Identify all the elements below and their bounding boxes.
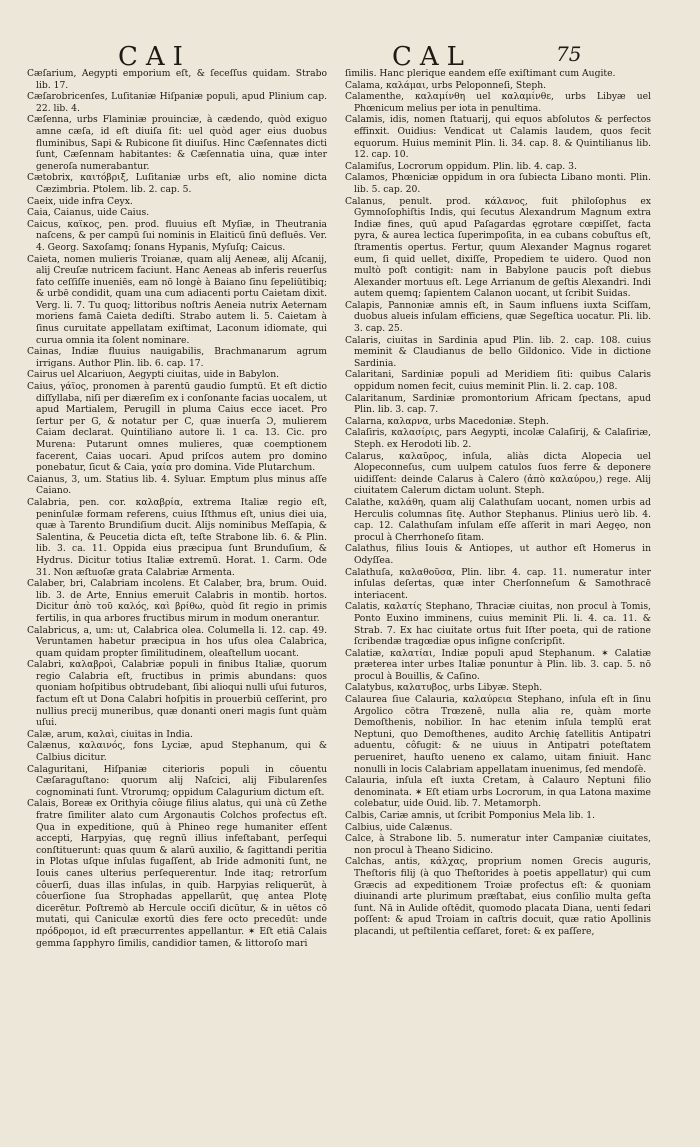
dictionary-entry: Caeix, uide infra Ceyx.: [27, 195, 133, 207]
dictionary-entry: Calatis, καλατίς Stephano, Thraciæ ciuitas, non procul à Tomis, Ponto Euxino imminens, cuius meminit Pli. li. 4. ca. 11. & Strab. 7. Ex hac ciuitate ortus fuit Iſter poeta, qui de ratione ſcribendæ tragœdiæ opus inſigne conſcripſit.: [345, 601, 651, 648]
running-head-right: CAL: [392, 42, 472, 72]
page-number: 75: [556, 42, 582, 66]
dictionary-entry: Calabria, pen. cor. καλαβρία, extrema Italiæ regio eſt, peninſulæ formam referens, cuius Iſthmus eſt, unius diei uia, quæ à Tarento Brundiſium ducit. Alijs nominibus Meſſapia, & Salentina, & Peucetia dicta eſt, teſte Strabone lib. 6. & Plin. lib. 3. ca. 11. Oppida eius præcipua ſunt Brunduſium, & Hydrus. Dicitur totius Italiæ extremū. Horat. 1. Carm. Ode 31. Non æſtuoſæ grata Calabriæ Armenta.: [27, 496, 327, 578]
dictionary-entry: Cæſarobricenſes, Luſitaniæ Hiſpaniæ populi, apud Plinium cap. 22. lib. 4.: [27, 91, 327, 114]
dictionary-entry: Calaſiris, καλασίρις, pars Aegypti, incolæ Calaſirij, & Calaſiriæ, Steph. ex Herodoti lib. 2.: [345, 427, 651, 450]
dictionary-entry: Calaritanum, Sardiniæ promontorium Africam ſpectans, apud Plin. lib. 3. cap. 7.: [345, 392, 651, 416]
dictionary-entry: Calaris, ciuitas in Sardinia apud Plin. lib. 2. cap. 108. cuius meminit & Claudianus de bello Gildonico. Vide in dictione Sardinia.: [345, 334, 651, 369]
dictionary-entry: Calathus, filius Iouis & Antiopes, ut author eſt Homerus in Odyſſea.: [345, 543, 651, 566]
dictionary-entry: Calamos, Phœniciæ oppidum in ora ſubiecta Libano monti. Plin. lib. 5. cap. 20.: [345, 172, 651, 195]
dictionary-entry: Calarus, καλαῦρος, inſula, aliàs dicta Alopecia uel Alopeconneſus, cum uulpem catulos ſuos ferre & deponere uidiſſent: deinde Calarus à Calero (ἀπὸ καλαύρου,) rege. Alij ciuitatem Calerum dictam uolunt. Steph.: [345, 450, 651, 497]
dictionary-entry: Calarna, καλαρνα, urbs Macedoniæ. Steph.: [345, 415, 549, 427]
dictionary-entry: ſimilis. Hanc plerique eandem eſſe exiſtimant cum Augite.: [345, 68, 616, 79]
left-column: [27, 68, 327, 949]
dictionary-entry: Calamenthe, καλαμίνθη uel καλαμίνθε, urbs Libyæ uel Phœnicum melius per iota in penultima.: [345, 91, 651, 114]
dictionary-entry: Cætobrix, καιτόβριξ, Luſitaniæ urbs eſt, alio nomine dicta Cæzimbria. Ptolem. lib. 2. cap. 5.: [27, 172, 327, 195]
dictionary-entry: Calbius, uide Calænus.: [345, 821, 453, 833]
dictionary-entry: Calathe, καλάθη, quam alij Calathuſam uocant, nomen urbis ad Herculis columnas ſitę. Author Stephanus. Plinius uerò lib. 4. cap. 12. Calathuſam inſulam eſſe aſſerit in mari Aegęo, non procul à Cherrhoneſo ſitam.: [345, 496, 651, 543]
dictionary-entry: Calatiæ, καλατίαι, Indiæ populi apud Stephanum. ✶ Calatiæ præterea inter urbes Italiæ ponuntur à Plin. lib. 3. cap. 5. nō procul à Bouillis, & Caſino.: [345, 647, 651, 682]
dictionary-entry: Calapis, Pannoniæ amnis eſt, in Saum influens iuxta Sciſſam, duobus alueis inſulam efficiens, quæ Segeſtica uocatur. Pli. lib. 3. cap. 25.: [345, 299, 651, 335]
dictionary-entry: Calabricus, a, um: ut, Calabrica olea. Columella li. 12. cap. 49. Veruntamen habetur præcipua in hos uſus olea Calabrica, quam quidam propter ſimilitudinem, oleaſtellum uocant.: [27, 624, 327, 659]
dictionary-entry: Cainas, Indiæ fluuius nauigabilis, Brachmanarum agrum irrigans. Author Plin. lib. 6. cap. 17.: [27, 346, 327, 369]
dictionary-entry: Cæſenna, urbs Flaminiæ prouinciæ, à cædendo, quòd exiguo amne cæſa, id eſt diuiſa ſit: uel quòd ager eius duobus fluminibus, Sapi & Rubicone ſit diuiſus. Hinc Cæſennates dicti ſunt, Cæſennam habitantes: & Cæſennatia uina, quæ inter generoſa numerabantur.: [27, 114, 327, 172]
dictionary-entry: Caieta, nomen mulieris Troianæ, quam alij Aeneæ, alij Aſcanij, alij Creuſæ nutricem faciunt. Hanc Aeneas ab inferis reuerſus fato ceſſiſſe inueniēs, eam nō longè à Baiano ſinu ſepeliūtibiq; & urbē condidit, quam una cum adiacenti portu Caietam dixit. Verg. li. 7. Tu quoq; littoribus noſtris Aeneia nutrix Aeternam moriens famā Caieta dediſti. Strabo autem li. 5. Caietam à ſinus curuitate appellatam exiſtimat, Laconum idiomate, qui curua omnia ita ſolent nominare.: [27, 253, 327, 346]
dictionary-entry: Calaurea ſiue Calauria, καλαύρεια Stephano, inſula eſt in ſinu Argolico cōtra Trœzenē, nulla alia re, quàm morte Demoſthenis, nobilior. In hac etenim inſula templū erat Neptuni, quo Demoſthenes, audito Archię ſatellitis Antipatri aduentu, côfugit: & ne uiuus in Antipatri poteſtatem perueniret, hauſto ueneno ex calamo, uitam finiuit. Hanc nonulli in locis Calabriam appellatam inuenimus, ſed mendoſè.: [345, 694, 651, 775]
dictionary-entry: Calchas, antis, κάλχας, proprium nomen Grecis auguris, Theſtoris filij (à quo Theſtorides à poetis appellatur) qui cum Græcis ad expeditionem Troiæ profectus eſt: & quoniam diuinandi arte plurimum præſtabat, eius conſilio multa geſta ſunt. Nā in Aulide oſtēdit, quomodo placata Diana, uenti ſedari poſſent: & apud Troiam in caſtris docuit, quæ ratio Apollinis placandi, ut peſtilentia ceſſaret, foret: & ex paſſere,: [345, 856, 651, 937]
dictionary-entry: Calamiſus, Locrorum oppidum. Plin. lib. 4. cap. 3.: [345, 160, 577, 172]
right-column: [345, 68, 651, 938]
dictionary-entry: Caius, γάϊος, pronomen à parentū gaudio ſumptū. Et eſt dictio diſſyllaba, niſi per diæreſim ex i conſonante facias uocalem, ut apud Martialem, Perugill in pluma Caius ecce iacet. Pro ſertur per G, & notatur per C, quæ inuerſa Ɔ, mulierem Caiam declarat. Quintiliano autore li. 1 ca. 13. Cic. pro Murena: Putarunt omnes mulieres, quæ coemptionem facerent, Caias uocari. Apud priſcos autem pro domino ponebatur, ſicut & Caia, γαία pro domina. Vide Plutarchum.: [27, 381, 327, 474]
dictionary-entry: Calanus, penult. prod. κάλανος, fuit philoſophus ex Gymnoſophiſtis Indis, qui ſecutus Alexandrum Magnum extra Indiæ fines, quū apud Paſagardas ęgrotare cœpiſſet, facta pyra, & aurea lectica ſuperimpoſita, in ea cubans cobuſtus eſt, ſtramentis opertus. Fertur, quum Alexander Magnus rogaret eum, ſi quid uellet, dixiſſe, Propediem te uidero. Quod non multò poſt contigit: nam in Babylone paucis poſt diebus Alexander mortuus eſt. Lege Arrianum de geſtis Alexandri. Indi autem quemq; ſapientem Calanon uocant, ut ſcribit Suidas.: [345, 195, 651, 300]
dictionary-entry: Calce, à Strabone lib. 5. numeratur inter Campaniæ ciuitates, non procul à Theano Sidicino.: [345, 833, 651, 856]
dictionary-entry: Calaguritani, Hiſpaniæ citerioris populi in cōuentu Cæſaraguſtano: quorum alij Naſcici, alij Fibularenſes cognominati ſunt. Vtrorumq; oppidum Calagurium dictum eſt.: [27, 763, 327, 798]
dictionary-entry: Calbis, Cariæ amnis, ut ſcribit Pomponius Mela lib. 1.: [345, 810, 596, 821]
dictionary-entry: Calauria, inſula eſt iuxta Cretam, à Calauro Neptuni filio denominata. ✶ Eſt etiam urbs Locrorum, in qua Latona maxime colebatur, uide Ouid. lib. 7. Metamorph.: [345, 775, 651, 810]
dictionary-entry: Caicus, καϊκος, pen. prod. fluuius eſt Myſiæ, in Theutrania naſcens, & per campū ſui nominis in Elaiticū ſinū defluēs. Ver. 4. Georg. Saxoſamq; ſonans Hypanis, Myſuſq; Caicus.: [27, 218, 327, 253]
dictionary-entry: Calænus, καλαινός, fons Lyciæ, apud Stephanum, qui & Calbius dicitur.: [27, 740, 327, 764]
dictionary-entry: Calæ, arum, καλαὶ, ciuitas in India.: [27, 728, 193, 740]
dictionary-entry: Calaber, bri, Calabriam incolens. Et Calaber, bra, brum. Ouid. lib. 3. de Arte, Ennius emeruit Calabris in montib. hortos. Dicitur ἀπὸ τοῦ καλός, καὶ βρίθω, quòd ſit regio in primis fertilis, in qua arbores fructibus mirum in modum onerantur.: [27, 578, 327, 624]
dictionary-entry: Cæſarium, Aegypti emporium eſt, & ſeceſſus quidam. Strabo lib. 17.: [27, 68, 327, 91]
dictionary-entry: Caia, Caianus, uide Caius.: [27, 207, 150, 219]
dictionary-entry: Cairus uel Alcariuon, Aegypti ciuitas, uide in Babylon.: [27, 369, 280, 381]
dictionary-entry: Calatybus, καλατυβος, urbs Libyæ. Steph.: [345, 682, 543, 694]
dictionary-entry: Caianus, 3, um. Statius lib. 4. Syluar. Emptum plus minus aſſe Caiano.: [27, 473, 327, 497]
dictionary-entry: Calathuſa, καλαθοῦσα, Plin. libr. 4. cap. 11. numeratur inter inſulas deſertas, quæ inter Cherſonneſum & Samothracē interiacent.: [345, 566, 651, 601]
dictionary-entry: Calabri, καλαβροὶ, Calabriæ populi in finibus Italiæ, quorum regio Calabria eſt, fructibus in primis abundans: quos quoniam hoſpitibus obtrudebant, ſibi alioqui nulli uſui futuros, factum eſt ut Dona Calabri hoſpitis in prouerbiū ceſſerint, pro nullius precij muneribus, quæ donanti oneri magis ſunt quàm uſui.: [27, 659, 327, 729]
running-head-left: CAI: [118, 42, 191, 72]
dictionary-entry: Calais, Boreæ ex Orithyia côiuge filius alatus, qui unà cū Zethe fratre ſimiliter alato cum Argonautis Colchos profectus eſt. Qua in expeditione, quū à Phineo rege humaniter eſſent accepti, Harpyias, quę regnū illius infeſtabant, perſequi conſtituerunt: quas quum & alarū auxilio, & ſagittandi peritia in Plotas uſque inſulas fugaſſent, ab Iride admoniti ſunt, ne Iouis canes ulterius perſequerentur. Inde itaq; retrorſum côuerſi, duas illas inſulas, in quib. Harpyias reliquerūt, à côuerſione ſua Strophadas appellarūt, quę antea Plotę dicerētur. Poſtremò ab Hercule occiſi dicūtur, & in uētos cō mutati, qui Caniculæ exortū dies fere octo precedūt: unde πρόδρομοι, id eſt præcurrentes appellantur. ✶ Eſt etiā Calais gemma ſapphyro ſimilis, candidior tamen, & littoroſo mari: [27, 798, 327, 949]
dictionary-entry: Calamis, idis, nomen ſtatuarij, qui equos abſolutos & perfectos effinxit. Ouidius: Vendicat ut Calamis laudem, quos fecit equorum. Huius meminit Plin. li. 34. cap. 8. & Quintilianus lib. 12. cap. 10.: [345, 114, 651, 161]
dictionary-entry: Calaritani, Sardiniæ populi ad Meridiem ſiti: quibus Calaris oppidum nomen fecit, cuius meminit Plin. li. 2. cap. 108.: [345, 369, 651, 393]
dictionary-entry: Calama, καλάμαι, urbs Peloponneſi, Steph.: [345, 79, 547, 91]
